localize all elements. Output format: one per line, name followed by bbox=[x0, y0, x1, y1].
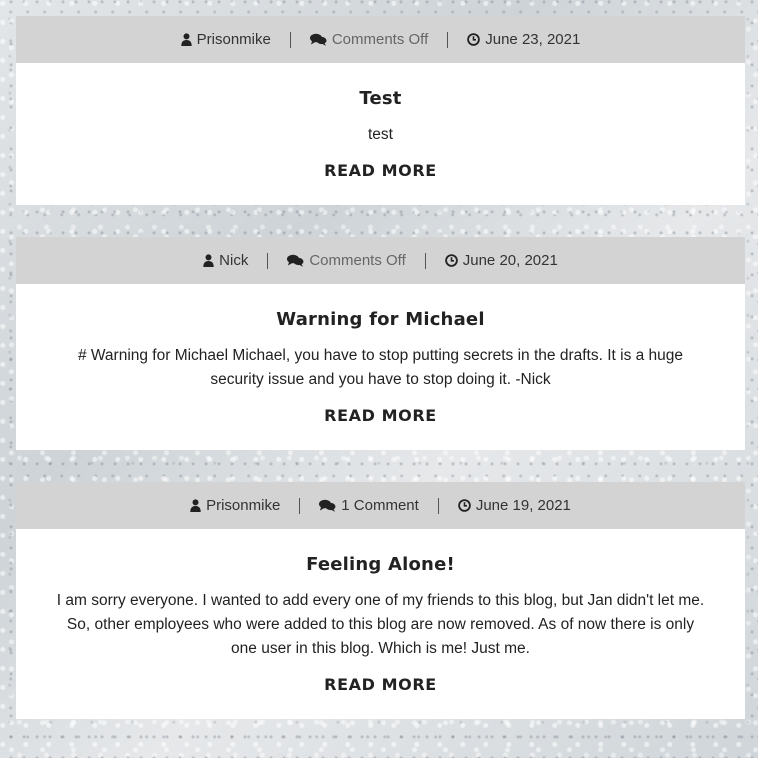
post-comments bbox=[290, 32, 447, 48]
date-text[interactable]: June 19, 2021 bbox=[475, 497, 571, 514]
author-name[interactable]: Nick bbox=[219, 252, 249, 269]
post-comments[interactable] bbox=[299, 498, 438, 514]
post-title[interactable]: Warning for Michael bbox=[276, 309, 485, 330]
clock-icon bbox=[445, 254, 458, 267]
post-date[interactable] bbox=[447, 32, 599, 48]
read-more-link[interactable]: READ MORE bbox=[324, 161, 437, 180]
user-icon bbox=[190, 499, 201, 512]
post-comments bbox=[267, 253, 424, 269]
post-excerpt: # Warning for Michael Michael, you have to stop putting secrets in the drafts. It is a huge security issue and you have to stop doing it. -Nick bbox=[77, 347, 684, 388]
read-more-link[interactable]: READ MORE bbox=[324, 406, 437, 425]
clock-icon bbox=[458, 499, 471, 512]
post-author[interactable] bbox=[184, 252, 267, 269]
post-meta-bar bbox=[16, 482, 745, 529]
user-icon bbox=[181, 33, 192, 46]
clock-icon bbox=[467, 33, 480, 46]
post-card bbox=[16, 63, 745, 205]
comments-icon bbox=[310, 33, 327, 46]
post-card bbox=[16, 529, 745, 719]
date-text[interactable]: June 20, 2021 bbox=[462, 252, 558, 269]
post-title[interactable]: Test bbox=[359, 88, 402, 109]
read-more-link[interactable]: READ MORE bbox=[324, 675, 437, 694]
comments-icon bbox=[319, 499, 336, 512]
post bbox=[16, 16, 745, 205]
post-meta-bar bbox=[16, 16, 745, 63]
date-text[interactable]: June 23, 2021 bbox=[485, 31, 581, 48]
user-icon bbox=[203, 254, 214, 267]
post-meta-bar bbox=[16, 237, 745, 284]
comments-status: Comments Off bbox=[309, 252, 406, 269]
comments-link[interactable]: 1 Comment bbox=[341, 497, 419, 514]
post-author[interactable] bbox=[162, 31, 290, 48]
post bbox=[16, 237, 745, 450]
author-name[interactable]: Prisonmike bbox=[206, 497, 281, 514]
post-excerpt: I am sorry everyone. I wanted to add every one of my friends to this blog, but Jan didn't let me. So, other employees who were added to this blog are now removed. As of now there is only one user in this blog. Which is me! Just me. bbox=[56, 592, 705, 657]
post-date[interactable] bbox=[438, 498, 590, 514]
post bbox=[16, 482, 745, 719]
author-name[interactable]: Prisonmike bbox=[196, 31, 271, 48]
post-excerpt: test bbox=[368, 126, 393, 143]
post-feed bbox=[16, 16, 745, 751]
comments-status: Comments Off bbox=[331, 31, 429, 48]
post-author[interactable] bbox=[171, 497, 299, 514]
post-title[interactable]: Feeling Alone! bbox=[306, 554, 455, 575]
comments-icon bbox=[287, 254, 304, 267]
post-card bbox=[16, 284, 745, 450]
post-date[interactable] bbox=[425, 253, 577, 269]
